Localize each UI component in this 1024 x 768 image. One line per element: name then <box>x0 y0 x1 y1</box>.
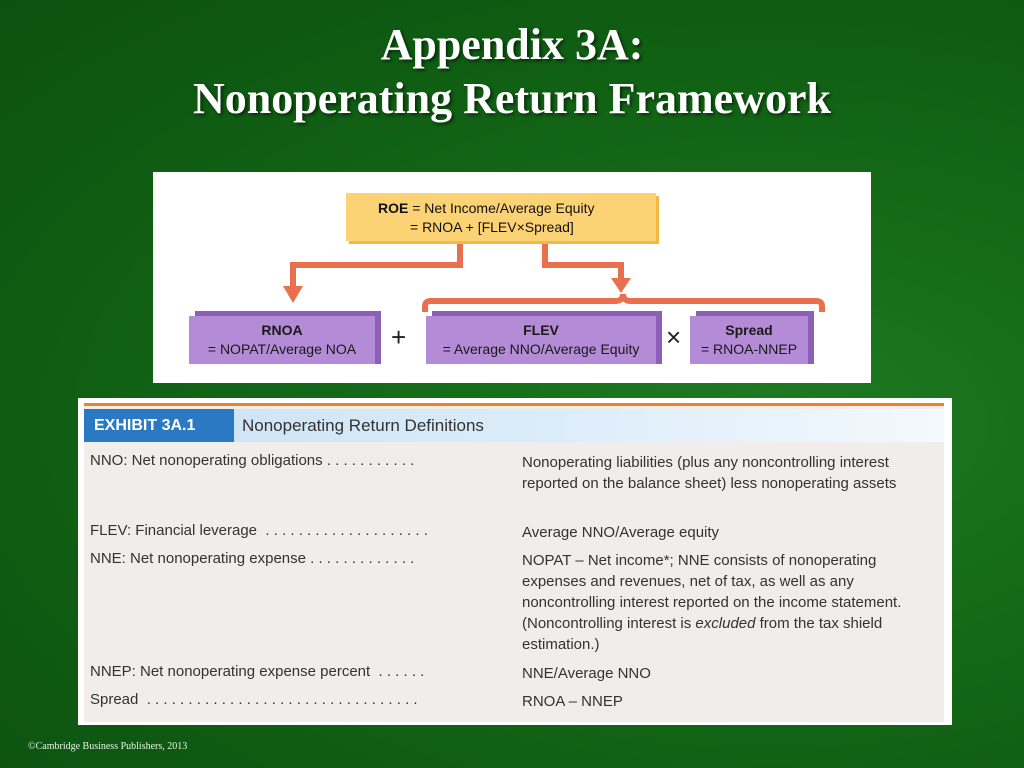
arrow-to-rnoa <box>293 241 460 290</box>
copyright-notice: ©Cambridge Business Publishers, 2013 <box>28 741 188 752</box>
arrow-head-rnoa <box>283 286 303 303</box>
exhibit-header <box>84 409 944 442</box>
spread-title: Spread <box>725 322 773 338</box>
roe-formula-2: = RNOA + [FLEV×Spread] <box>410 219 574 235</box>
arrow-to-brace <box>545 241 621 282</box>
spread-formula: = RNOA-NNEP <box>700 341 798 357</box>
roe-box <box>346 193 656 241</box>
arrow-head-brace <box>611 278 631 293</box>
rnoa-title: RNOA <box>261 322 303 338</box>
definition-term: Spread . . . . . . . . . . . . . . . . . . . . . . . . . . . . . . . . . <box>90 691 418 708</box>
title-line-2: Nonoperating Return Framework <box>193 74 831 123</box>
flev-title: FLEV <box>523 322 559 338</box>
definition-text: Average NNO/Average equity <box>522 524 720 541</box>
definition-text: RNOA – NNEP <box>522 693 623 710</box>
roe-framework-diagram <box>153 172 871 383</box>
exhibit-title: Nonoperating Return Definitions <box>242 416 484 435</box>
definition-term: NNEP: Net nonoperating expense percent . . . . . . <box>90 663 425 680</box>
definition-text: NNE/Average NNO <box>522 665 651 682</box>
exhibit-body <box>84 403 944 722</box>
definition-term: NNE: Net nonoperating expense . . . . . . . . . . . . . <box>90 550 415 567</box>
slide-title <box>0 18 1024 126</box>
rnoa-box <box>189 316 375 364</box>
rnoa-formula: = NOPAT/Average NOA <box>207 341 357 357</box>
roe-formula-1: = Net Income/Average Equity <box>408 200 595 216</box>
flev-box <box>426 316 656 364</box>
roe-label: ROE <box>378 200 409 216</box>
flev-formula: = Average NNO/Average Equity <box>442 341 640 357</box>
times-operator: × <box>666 322 682 352</box>
title-line-1: Appendix 3A: <box>380 20 644 69</box>
plus-operator: + <box>391 322 407 352</box>
definition-text: Nonoperating liabilities (plus any noncontrolling interest reported on the balance sheet) less nonoperating assets <box>522 454 897 492</box>
definition-text: NOPAT – Net income*; NNE consists of nonoperating expenses and revenues, net of tax, as well as any noncontrolling interest reported on the income statement. (Noncontrolling interest is excluded from the tax shield estimation.) <box>522 552 902 653</box>
flev-spread-brace <box>425 294 822 312</box>
definition-term: NNO: Net nonoperating obligations . . . . . . . . . . . <box>90 452 415 469</box>
spread-box <box>690 316 808 364</box>
definition-term: FLEV: Financial leverage . . . . . . . . . . . . . . . . . . . . <box>90 522 428 539</box>
exhibit-tag: EXHIBIT 3A.1 <box>84 409 234 442</box>
exhibit-panel <box>78 398 952 725</box>
